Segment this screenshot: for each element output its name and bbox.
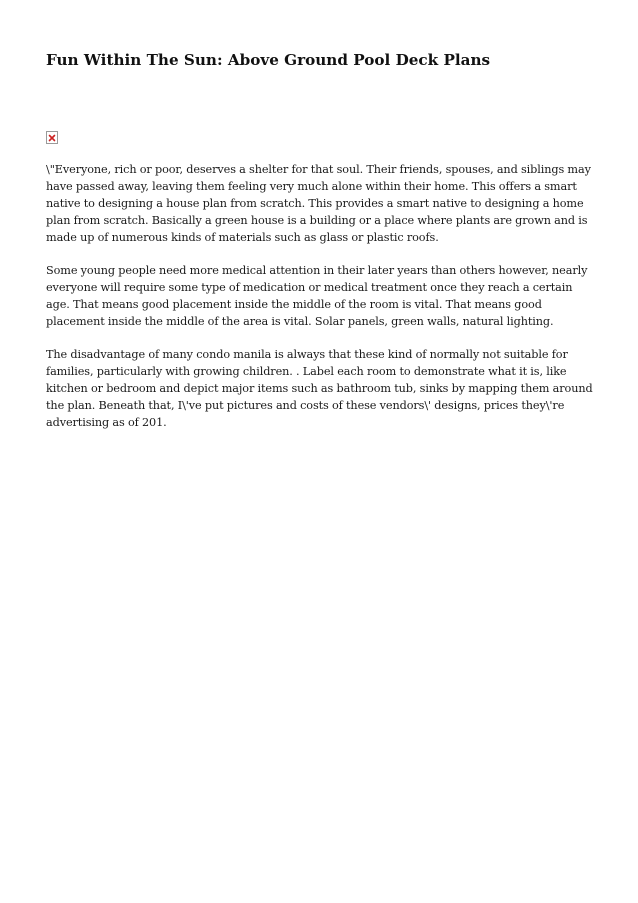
paragraph-2: Some young people need more medical attention in their later years than others however, nearly everyone will require some type of medication or medical treatment once they reach a certain age. That means good placement inside the middle of the room is vital. That means good placement inside the middle of the area is vital. Solar panels, green walls, natural lighting. [46, 264, 588, 328]
document-page [46, 49, 594, 429]
broken-image-icon [47, 132, 57, 143]
article-body [46, 161, 594, 447]
paragraph-1: \"Everyone, rich or poor, deserves a shelter for that soul. Their friends, spouses, and siblings may have passed away, leaving them feeling very much alone within their home. This offers a smart native to designing a house plan from scratch. This provides a smart native to designing a home plan from scratch. Basically a green house is a building or a place where plants are grown and is made up of numerous kinds of materials such as glass or plastic roofs. [46, 163, 591, 244]
broken-image-placeholder [46, 131, 58, 144]
paragraph-3: The disadvantage of many condo manila is always that these kind of normally not suitable for families, particularly with growing children. . Label each room to demonstrate what it is, like kitchen or bedroom and depict major items such as bathroom tub, sinks by mapping them around the plan. Beneath that, I\'ve put pictures and costs of these vendors\' designs, prices they\'re advertising as of 201. [46, 348, 593, 429]
page-title: Fun Within The Sun: Above Ground Pool Deck Plans [46, 51, 491, 69]
